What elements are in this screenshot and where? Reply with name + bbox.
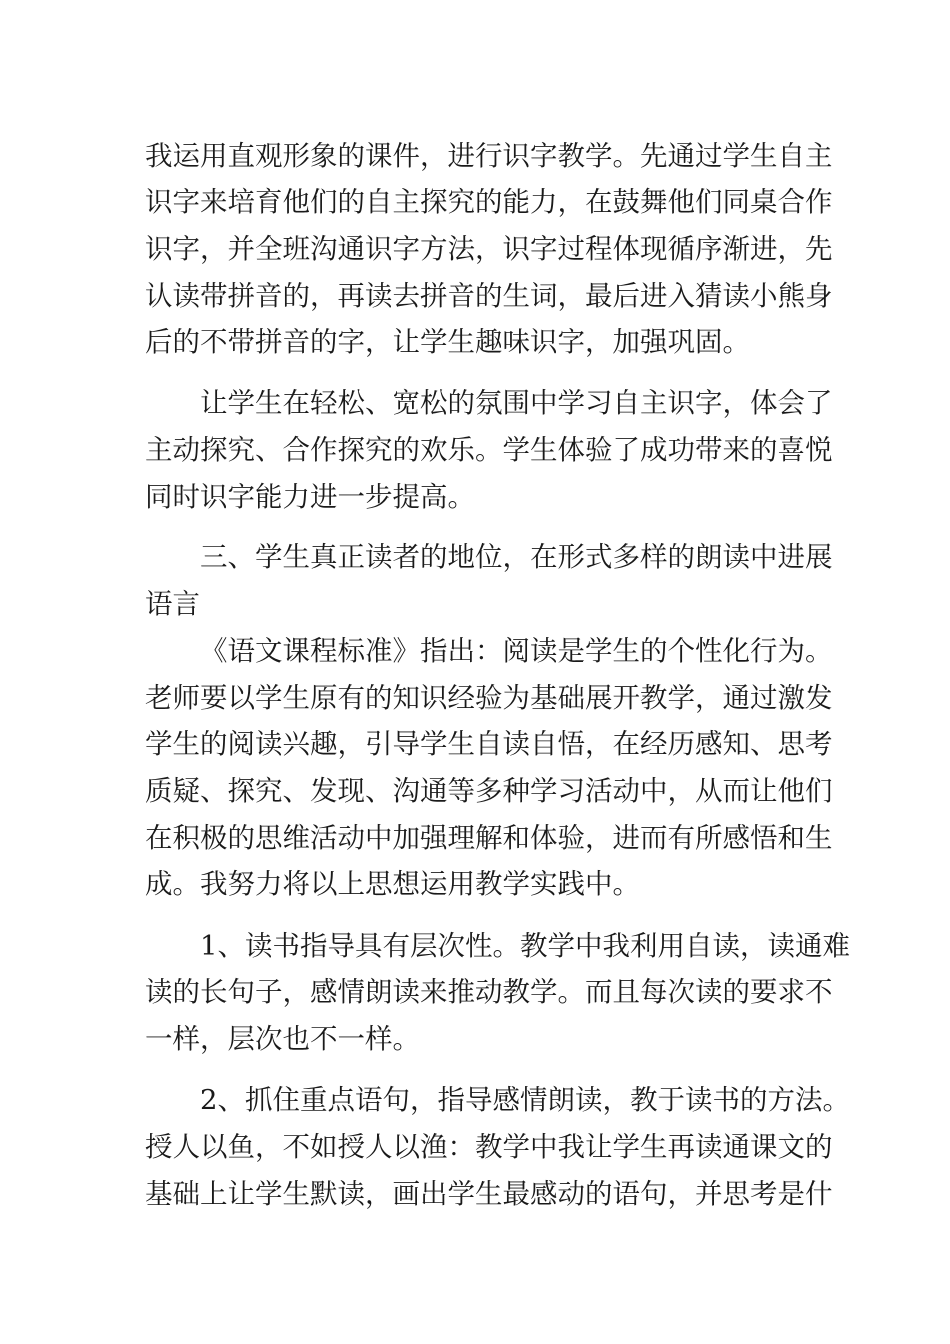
text-line: 同时识字能力进一步提高。 [145,481,475,513]
paragraph-start-line: 2、抓住重点语句，指导感情朗读，教于读书的方法。 [200,1084,850,1116]
text-line: 在积极的思维活动中加强理解和体验，进而有所感悟和生 [145,822,833,854]
text-line: 一样，层次也不一样。 [145,1023,420,1055]
paragraph-start-line: 让学生在轻松、宽松的氛围中学习自主识字，体会了 [200,387,833,419]
text-line: 后的不带拼音的字，让学生趣味识字，加强巩固。 [145,326,750,358]
section-heading-line: 语言 [145,588,200,620]
paragraph-start-line: 1、读书指导具有层次性。教学中我利用自读，读通难 [200,930,850,962]
text-line: 成。我努力将以上思想运用教学实践中。 [145,868,640,900]
text-line: 读的长句子，感情朗读来推动教学。而且每次读的要求不 [145,976,833,1008]
paragraph-start-line: 《语文课程标准》指出：阅读是学生的个性化行为。 [200,635,833,667]
text-line: 我运用直观形象的课件，进行识字教学。先通过学生自主 [145,140,833,172]
section-heading-line: 三、学生真正读者的地位，在形式多样的朗读中进展 [200,541,833,573]
text-line: 认读带拼音的，再读去拼音的生词，最后进入猜读小熊身 [145,280,833,312]
text-line: 老师要以学生原有的知识经验为基础展开教学，通过激发 [145,682,833,714]
text-line: 识字，并全班沟通识字方法，识字过程体现循序渐进，先 [145,233,833,265]
text-line: 授人以鱼，不如授人以渔：教学中我让学生再读通课文的 [145,1131,833,1163]
text-line: 学生的阅读兴趣，引导学生自读自悟，在经历感知、思考 [145,728,833,760]
text-line: 主动探究、合作探究的欢乐。学生体验了成功带来的喜悦 [145,434,833,466]
text-line: 质疑、探究、发现、沟通等多种学习活动中，从而让他们 [145,775,833,807]
text-line: 基础上让学生默读，画出学生最感动的语句，并思考是什 [145,1178,833,1210]
text-line: 识字来培育他们的自主探究的能力，在鼓舞他们同桌合作 [145,186,833,218]
